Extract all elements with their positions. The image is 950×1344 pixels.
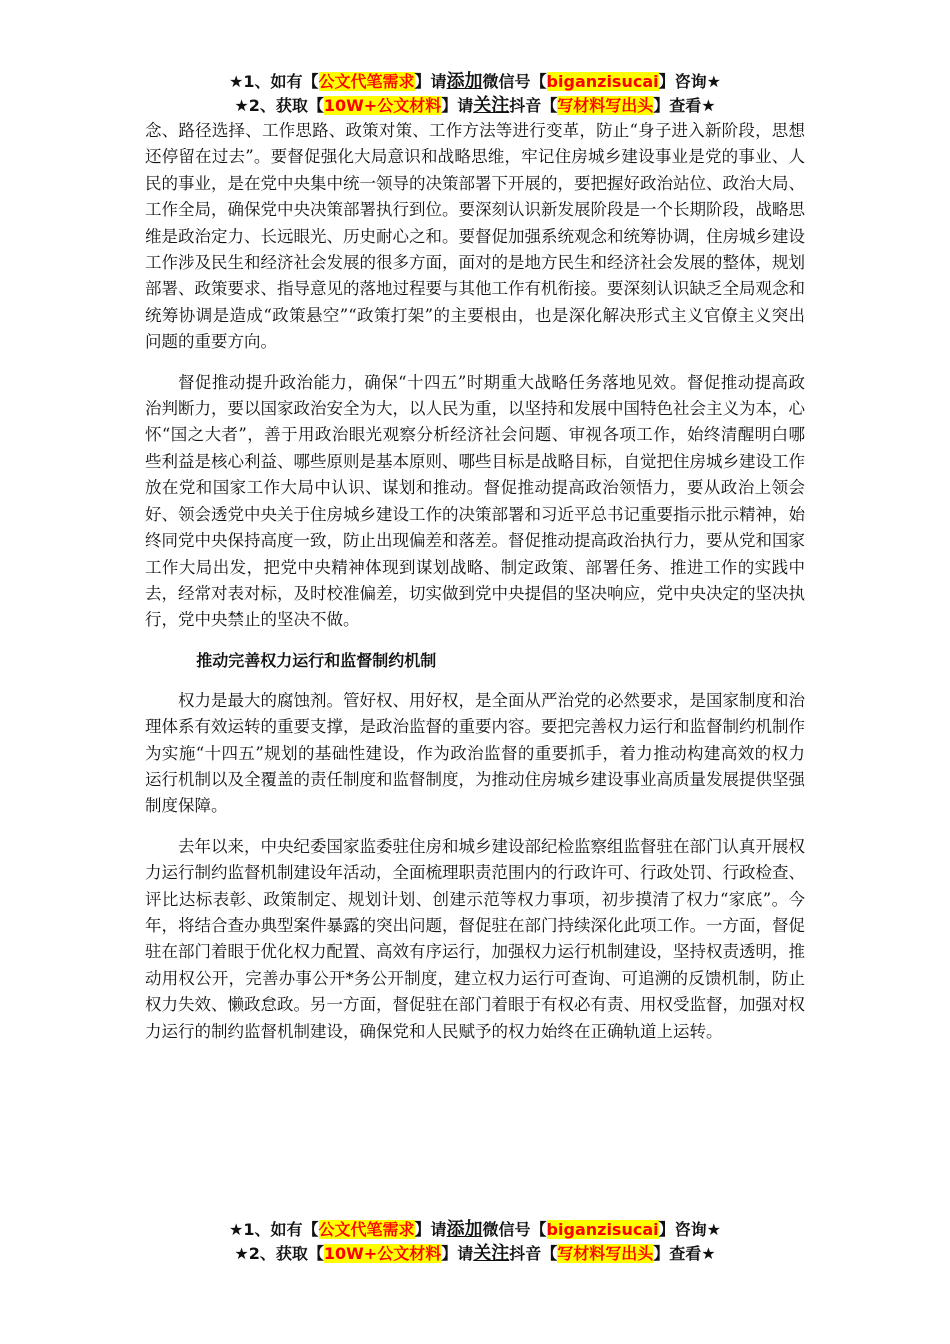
banner-line-1: [0, 1218, 950, 1242]
section-heading: 推动完善权力运行和监督制约机制: [196, 650, 437, 670]
document-body: [145, 118, 805, 1045]
banner-text: 】咨询★: [658, 72, 721, 91]
banner-highlight: 写材料写出头: [557, 96, 654, 115]
paragraph-3: 权力是最大的腐蚀剂。管好权、用好权，是全面从严治党的必然要求，是国家制度和治理体系有效运转的重要支撑，是政治监督的重要内容。要把完善权力运行和监督制约机制作为实施“十四五”规划的基础性建设，作为政治监督的重要抓手，着力推动构建高效的权力运行机制以及全覆盖的责任制度和监督制度，为推动住房城乡建设事业高质量发展提供坚强制度保障。: [145, 690, 805, 816]
banner-line-2: [0, 1242, 950, 1266]
paragraph-2: 督促推动提升政治能力，确保“十四五”时期重大战略任务落地见效。督促推动提高政治判断力，要以国家政治安全为大，以人民为重，以坚持和发展中国特色社会主义为本，心怀“国之大者”，善于用政治眼光观察分析经济社会问题、审视各项工作，始终清醒明白哪些利益是核心利益、哪些原则是基本原则、哪些目标是战略目标，自觉把住房城乡建设工作放在党和国家工作大局中认识、谋划和推动。督促推动提高政治领悟力，要从政治上领会好、领会透党中央关于住房城乡建设工作的决策部署和习近平总书记重要指示批示精神，始终同党中央保持高度一致，防止出现偏差和落差。督促推动提高政治执行力，要从党和国家工作大局出发，把党中央精神体现到谋划战略、制定政策、部署任务、推进工作的实践中去，经常对表对标，及时校准偏差，切实做到党中央提倡的坚决响应，党中央决定的坚决执行，党中央禁止的坚决不做。: [145, 372, 805, 630]
banner-highlight: biganzisucai: [546, 1220, 659, 1239]
banner-text: ★2、获取【: [234, 1244, 324, 1263]
banner-text: 】请: [414, 1220, 447, 1239]
banner-text: 】请: [414, 72, 447, 91]
banner-emphasis: 添加: [446, 1219, 483, 1240]
banner-text: 微信号【: [482, 72, 547, 91]
banner-line-2: [0, 94, 950, 118]
banner-highlight: 公文代笔需求: [318, 72, 415, 91]
banner-text: 】请: [441, 96, 474, 115]
banner-line-1: [0, 70, 950, 94]
banner-text: 】请: [441, 1244, 474, 1263]
paragraph-1: 念、路径选择、工作思路、政策对策、工作方法等进行变革，防止“身子进入新阶段，思想还停留在过去”。要督促强化大局意识和战略思维，牢记住房城乡建设事业是党的事业、人民的事业，是在党中央集中统一领导的决策部署下开展的，要把握好政治站位、政治大局、工作全局，确保党中央决策部署执行到位。要深刻认识新发展阶段是一个长期阶段，战略思维是政治定力、长远眼光、历史耐心之和。要督促加强系统观念和统筹协调，住房城乡建设工作涉及民生和经济社会发展的很多方面，面对的是地方民生和经济社会发展的整体，规划部署、政策要求、指导意见的落地过程要与其他工作有机衔接。要深刻认识缺乏全局观念和统筹协调是造成“政策悬空”“政策打架”的主要根由，也是深化解决形式主义官僚主义突出问题的重要方向。: [145, 121, 805, 352]
banner-text: ★2、获取【: [234, 96, 324, 115]
banner-highlight: 公文代笔需求: [318, 1220, 415, 1239]
banner-highlight: 10W+公文材料: [323, 1244, 442, 1263]
banner-emphasis: 关注: [473, 1243, 510, 1264]
banner-emphasis: 添加: [446, 71, 483, 92]
footer-banner: [0, 1218, 950, 1266]
banner-text: 】咨询★: [658, 1220, 721, 1239]
banner-text: 】查看★: [653, 1244, 716, 1263]
header-banner: [0, 70, 950, 118]
banner-highlight: biganzisucai: [546, 72, 659, 91]
banner-text: 抖音【: [509, 1244, 558, 1263]
banner-text: ★1、如有【: [229, 1220, 319, 1239]
paragraph-4: 去年以来，中央纪委国家监委驻住房和城乡建设部纪检监察组监督驻在部门认真开展权力运行制约监督机制建设年活动，全面梳理职责范围内的行政许可、行政处罚、行政检查、评比达标表彰、政策制定、规划计划、创建示范等权力事项，初步摸清了权力“家底”。今年，将结合查办典型案件暴露的突出问题，督促驻在部门持续深化此项工作。一方面，督促驻在部门着眼于优化权力配置、高效有序运行，加强权力运行机制建设，坚持权责透明，推动用权公开，完善办事公开*务公开制度，建立权力运行可查询、可追溯的反馈机制，防止权力失效、懒政怠政。另一方面，督促驻在部门着眼于有权必有责、用权受监督，加强对权力运行的制约监督机制建设，确保党和人民赋予的权力始终在正确轨道上运转。: [145, 836, 805, 1041]
banner-highlight: 写材料写出头: [557, 1244, 654, 1263]
banner-text: 微信号【: [482, 1220, 547, 1239]
banner-text: 抖音【: [509, 96, 558, 115]
banner-text: ★1、如有【: [229, 72, 319, 91]
banner-text: 】查看★: [653, 96, 716, 115]
banner-emphasis: 关注: [473, 95, 510, 116]
banner-highlight: 10W+公文材料: [323, 96, 442, 115]
